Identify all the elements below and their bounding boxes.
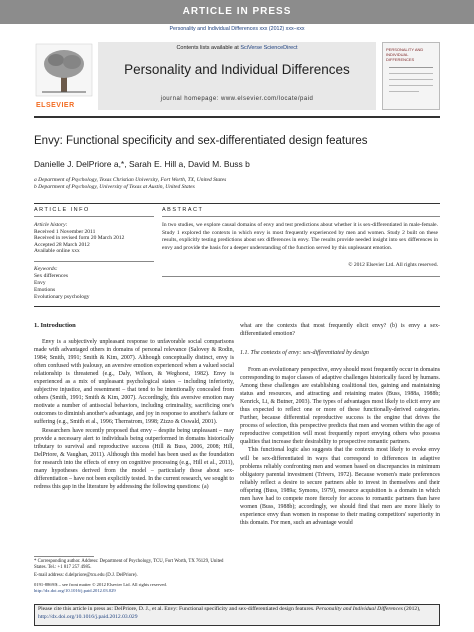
elsevier-tree-logo [34,42,94,109]
publisher-name: ELSEVIER [36,102,75,109]
sciencedirect-link[interactable]: SciVerse ScienceDirect [240,45,298,51]
keywords [34,266,154,301]
affiliation-b: b Department of Psychology, University of Texas at Austin, United States [34,184,195,190]
journal-name: Personality and Individual Differences [124,62,350,77]
journal-homepage-link[interactable]: journal homepage: www.elsevier.com/locate/paid [160,96,314,102]
contexts-paragraph-1: From an evolutionary perspective, envy should most frequently occur in domains corresponding to major classes of adaptive challenges historically faced by humans. Among these challenges are establishing coalitional ties, gaining and maintaining status and resources, and attracting and retaining mates (Buss, 1988a, 1988b; Kenrick, Li, & Butner, 2003). The types of advantages most likely to elicit envy are thus expected to reflect one or more of these functionally-derived categories. Further, because differential reproductive success is the engine that drives the process of selection, this perspective predicts that men and women within the age of reproductive competition will most frequently report envying others who possess qualities that increase their desirability to prospective romantic partners. [240,367,440,446]
keyword-item: Emotions [34,287,56,293]
journal-citation-line[interactable]: Personality and Individual Differences xxx (2012) xxx–xxx [169,26,305,32]
journal-info-band [98,42,376,110]
header-divider [34,203,440,204]
info-divider [34,216,154,217]
left-column [34,338,234,538]
keywords-label: Keywords: [34,266,58,272]
affiliation-a: a Department of Psychology, Texas Christian University, Fort Worth, TX, United States [34,177,227,183]
author-list: Danielle J. DelPriore a,*, Sarah E. Hill a, David M. Buss b [34,159,250,169]
corresponding-author-note: * Corresponding author. Address: Department of Psychology, TCU, Fort Worth, TX 76129, United States. Tel.: +1 817 257 4985. [34,559,224,570]
keyword-item: Envy [34,280,46,286]
intro-heading: 1. Introduction [34,322,76,329]
keyword-item: Evolutionary psychology [34,294,90,300]
journal-cover-thumbnail [382,42,440,110]
cite-suffix: (2012), [402,606,421,612]
intro-paragraph-2: Researchers have recently proposed that envy – despite being unpleasant – may provide a necessary alert to individuals being outperformed in domains historically tributary to survival and reproductive success (Hill & Buss, 2006, 2008; Hill, DelPriore, & Vaughan, 2011). Although this model has been used as the foundation for research into the effects of envy on cognitive processing (e.g., Hill et al., 2011), many hypotheses derived from the model – particularly those about sex-differentiation – have not been explicitly tested. In the current research, we sought to redress this gap in the literature by addressing the following questions: (a) [34,427,234,490]
cover-decoration [383,43,439,109]
abstract-caption: ABSTRACT [162,207,204,213]
article-info-caption: ARTICLE INFO [34,207,90,213]
tree-icon [34,42,94,98]
contents-prefix: Contents lists available at [176,45,241,51]
right-column [240,366,440,598]
article-history [34,222,154,255]
email-note: E-mail address: d.delpriore@tcu.edu (D.J. DelPriore). [34,573,138,578]
body-divider [34,306,440,307]
cite-prefix: Please cite this article in press as: DelPriore, D. J., et al. Envy: Functional specificity and sex-differentiated design features. [38,606,316,612]
citation-box [34,604,440,626]
doi-link[interactable]: http://dx.doi.org/10.1016/j.paid.2012.03.029 [34,587,116,593]
article-in-press-banner: ARTICLE IN PRESS [0,0,474,24]
cite-journal: Personality and Individual Differences [315,606,403,612]
article-title: Envy: Functional specificity and sex-differentiated design features [34,135,368,147]
doi-block [34,582,234,593]
abstract-text: In two studies, we explore causal domains of envy and test predictions about whether it is sex-differentiated in male-female. Study 1 explored the contexts in which envy is most frequently experienced by men and women. Study 2 built on these results, explicitly testing predictions about sex differences in envy. The results provide needed insight into sex differences in envy and provide the basis for a deeper understanding of the function served by this unpleasant emotion. [162,222,438,251]
contexts-paragraph-2: This functional logic also suggests that the contexts most likely to evoke envy will be sex-differentiated in ways that correspond to differences in adaptive problems reliably confronting men and women based on discrepancies in minimum obligatory parental investment (Trivers, 1972). Because women's mate preferences reliably reflect a desire to secure partners able to invest in themselves and their offspring (Buss, 1989a; Symons, 1979), resource acquisition is a domain in which men have had to compete more fiercely for access to romantic partners than have women (Buss, 1988b); accordingly, we should find that men are more likely to experience envy than women in response to their mating competitors' superiority in this domain. For men, such an advantage would [240,447,440,526]
keywords-divider [34,261,154,262]
received-date: Received 1 November 2011 [34,228,96,235]
online-date: Available online xxx [34,248,80,255]
subsection-heading: 1.1. The contexts of envy: sex-differentiated by design [240,350,369,356]
contents-line [98,45,376,51]
footnote-rule [34,556,94,557]
copyright-notice: © 2012 Elsevier Ltd. All rights reserved. [348,262,438,268]
cite-doi-link[interactable]: http://dx.doi.org/10.1016/j.paid.2012.03.029 [38,613,138,620]
journal-header [34,38,440,118]
abstract-bottom-rule [162,276,440,277]
cover-title: PERSONALITY AND INDIVIDUAL DIFFERENCES [386,47,424,62]
history-label: Article history: [34,222,68,228]
revised-date: Received in revised form 20 March 2012 [34,235,125,242]
abstract-divider [162,216,440,217]
research-questions: what are the contexts that most frequently elicit envy? (b) is envy a sex-differentiated emotion? [240,323,440,338]
accepted-date: Accepted 28 March 2012 [34,241,90,248]
keyword-item: Sex differences [34,273,68,279]
right-column-lead [240,322,440,338]
intro-paragraph-1: Envy is a subjectively unpleasant response to unfavorable social comparisons made with advantaged others in domains of personal relevance (Salovey & Rodin, 1984; Smith, 1991; Smith & Kim, 2007). Although conceptually distinct, envy is often confused with jealousy, an aversive emotion experienced when a valued social relationship is threatened (e.g., Daly, Wilson, & Weghorst, 1982). Envy is experienced as a mix of unpleasant psychological states – including inferiority, subjective injustice, and resentment – that tend to be intentionally concealed from others (Smith, 1991; Smith & Kim, 2007). Accordingly, this aversive emotion may motivate a number of antisocial behaviors, including criminality, sacrificing one's outcomes to diminish another's advantage, and joy in response to another's failure or suffering (e.g., Smith et al., 1996; Thernstrom, 1998; Zizzo & Oswald, 2001). [34,339,234,426]
issn-line: 0191-8869/$ – see front matter © 2012 Elsevier Ltd. All rights reserved. [34,582,167,587]
